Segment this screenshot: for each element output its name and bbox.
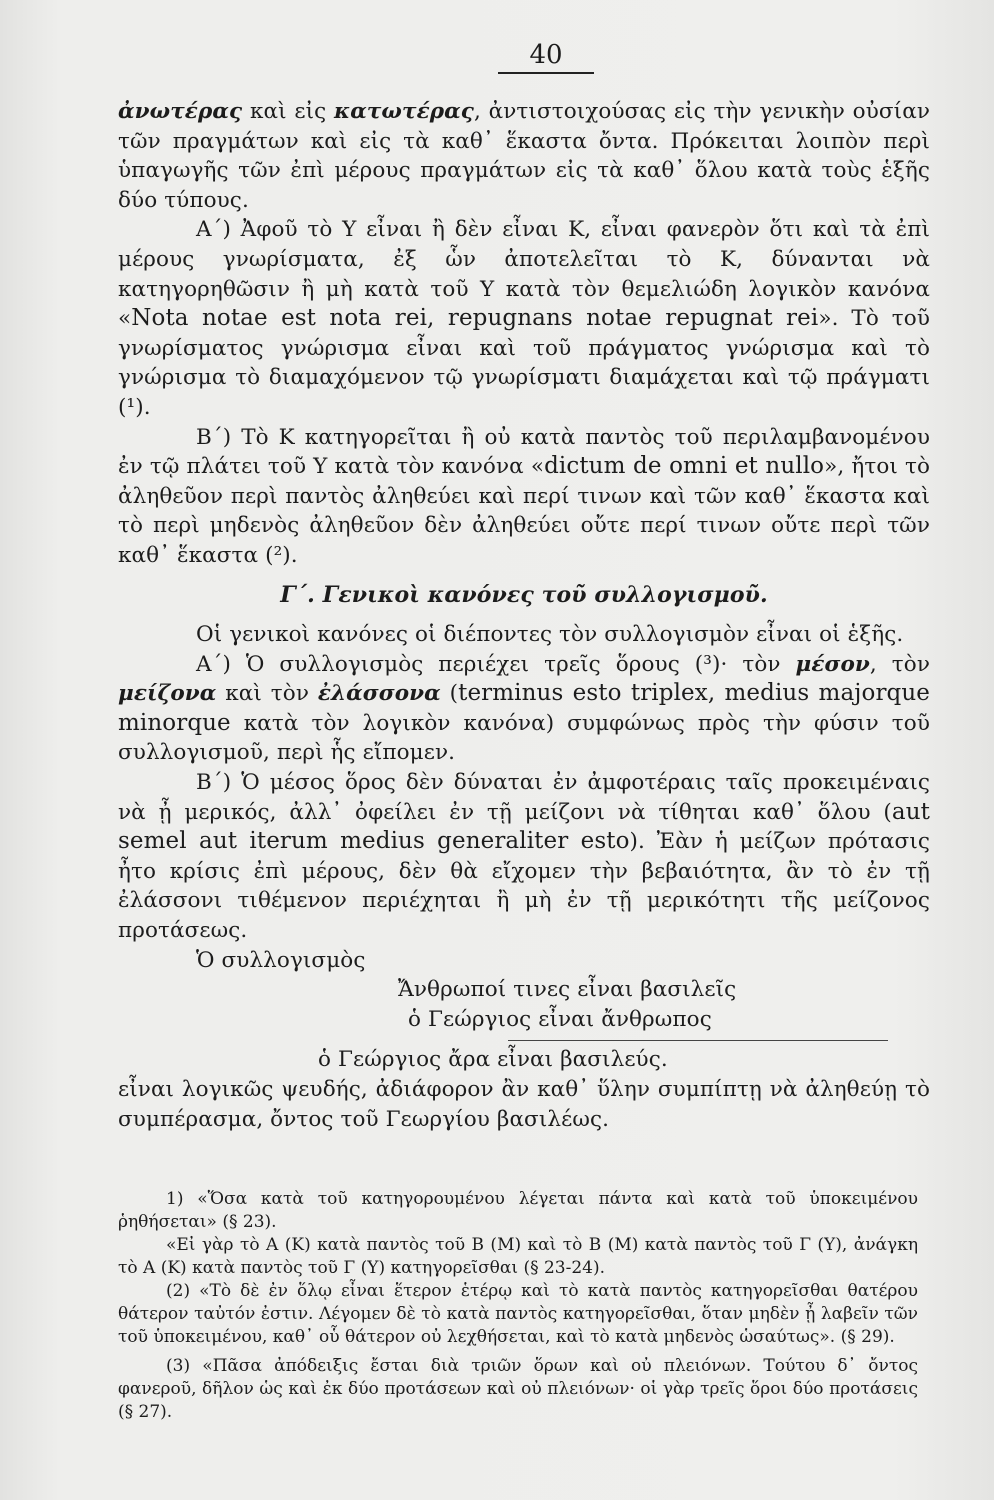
text-run: , ἀντιστοιχούσας εἰς τὴν γενικὴν οὐσίαν τῶν πραγμάτων καὶ εἰς τὰ καθ᾽ ἕκαστα ὄντα. Πρόκειται λοιπὸν περὶ ὑπαγωγῆς τῶν ἐπὶ μέρους πραγμάτων εἰς τὰ καθ᾽ ὅλου κατὰ τοὺς ἑξῆς δύο τύπους. bbox=[118, 99, 930, 213]
latin-quote: dictum de omni et nullo bbox=[544, 453, 825, 480]
text-run: κατὰ τὸν λογικὸν κανόνα) συμφώνως πρὸς τὴν φύσιν τοῦ συλλογισμοῦ, περὶ ἧς εἴπομεν. bbox=[118, 710, 930, 766]
paragraph-general-rule-a bbox=[118, 650, 930, 768]
emphasis-term: ἐλάσσονα bbox=[317, 681, 441, 707]
latin-quote: Nota notae est nota rei, repugnans notae repugnat rei bbox=[131, 305, 819, 332]
syllogism-rule bbox=[508, 1040, 888, 1041]
emphasis-term: μέσον bbox=[795, 651, 870, 677]
section-heading: Γ´. Γενικοὶ κανόνες τοῦ συλλογισμοῦ. bbox=[280, 581, 768, 608]
body-text bbox=[118, 97, 930, 1134]
text-run: καὶ εἰς bbox=[242, 99, 334, 124]
major-premise: Ἄνθρωποί τινες εἶναι βασιλεῖς bbox=[398, 977, 737, 1003]
text-run: Α´) Ἀφοῦ τὸ Υ εἶναι ἢ δὲν εἶναι Κ, εἶναι φανερὸν ὅτι καὶ τὰ ἐπὶ μέρους γνωρίσματα, ἐξ ὧν ἀποτελεῖται τὸ Κ, δύνανται νὰ κατηγορηθῶσιν ἢ μὴ κατὰ τοῦ Υ κατὰ τὸν θεμελιώδη λογικὸν κανόνα « bbox=[118, 217, 930, 332]
conclusion: ὁ Γεώργιος ἄρα εἶναι βασιλεύς. bbox=[318, 1047, 668, 1073]
text-run: Β´) Τὸ Κ κατηγορεῖται ἢ οὐ κατὰ παντὸς τοῦ περιλαμβανομένου ἐν τῷ πλάτει τοῦ Υ κατὰ τὸν κανόνα « bbox=[118, 424, 930, 480]
text-run: καὶ τὸν bbox=[216, 681, 318, 707]
paragraph-conclusion: εἶναι λογικῶς ψευδής, ἀδιάφορον ἂν καθ᾽ ὕλην συμπίπτῃ νὰ ἀληθεύῃ τὸ συμπέρασμα, ὄντος τοῦ Γεωργίου βασιλέως. bbox=[118, 1077, 930, 1132]
emphasis-term: κατωτέρας bbox=[334, 99, 474, 124]
latin-quote: aut semel aut iterum medius generaliter esto bbox=[118, 798, 930, 855]
paragraph-1 bbox=[118, 97, 930, 215]
text-run: ( bbox=[440, 681, 459, 707]
paragraph-rule-b bbox=[118, 423, 930, 571]
emphasis-term: μείζονα bbox=[118, 681, 217, 707]
text-run: , τὸν bbox=[869, 651, 931, 677]
text-run: Β´) Ὁ μέσος ὅρος δὲν δύναται ἐν ἀμφοτέραις ταῖς προκειμέναις νὰ ᾖ μερικός, ἀλλ᾽ ὀφείλει ἐν τῇ μείζονι νὰ τίθηται καθ᾽ ὅλου ( bbox=[118, 770, 930, 825]
syllogism-example bbox=[118, 975, 930, 1075]
text-run: ». Τὸ τοῦ γνωρίσματος γνώρισμα εἶναι καὶ τοῦ πράγματος γνώρισμα καὶ τὸ γνώρισμα τὸ διαμαχόμενον τῷ γνωρίσματι διαμάχεται καὶ τῷ πράγματι (¹). bbox=[118, 306, 930, 420]
footnote-2: (2) «Τὸ δὲ ἐν ὅλῳ εἶναι ἕτερον ἑτέρῳ καὶ τὸ κατὰ παντὸς κατηγορεῖσθαι θατέρου θάτερον ταὐτόν ἐστιν. Λέγομεν δὲ τὸ κατὰ παντὸς κατηγορεῖσθαι, ὅταν μηδὲν ᾖ λαβεῖν τῶν τοῦ ὑποκειμένου, καθ᾽ οὗ θάτερον οὐ λεχθήσεται, καὶ τὸ κατὰ μηδενὸς ὡσαύτως». (§ 29). bbox=[118, 1281, 918, 1347]
footnotes bbox=[118, 1188, 918, 1424]
text-run: ). Ἐὰν ἡ μείζων πρότασις ἦτο κρίσις ἐπὶ μέρους, δὲν θὰ εἴχομεν τὴν βεβαιότητα, ἂν τὸ ἐν τῇ ἐλάσσονι τιθέμενον περιέχηται ἢ μὴ ἐν τῇ μερικότητι τῆς μείζονος προτάσεως. bbox=[118, 829, 930, 944]
minor-premise: ὁ Γεώργιος εἶναι ἄνθρωπος bbox=[408, 1006, 712, 1032]
page-number-rule bbox=[498, 72, 594, 74]
paragraph-intro-rules: Οἱ γενικοὶ κανόνες οἱ διέποντες τὸν συλλογισμὸν εἶναι οἱ ἑξῆς. bbox=[196, 622, 904, 648]
emphasis-term: ἀνωτέρας bbox=[118, 99, 243, 124]
paragraph-rule-a bbox=[118, 215, 930, 422]
latin-quote: terminus esto triplex, medius majorque minorque bbox=[118, 680, 930, 736]
text-run: », ἤτοι τὸ ἀληθεῦον περὶ παντὸς ἀληθεύει καὶ περί τινων καὶ τῶν καθ᾽ ἕκαστα καὶ τὸ περὶ μηδενὸς ἀληθεῦον δὲν ἀληθεύει οὔτε περί τινων οὔτε περὶ τῶν καθ᾽ ἕκαστα (²). bbox=[118, 454, 931, 568]
footnote-1-continued: «Εἰ γὰρ τὸ Α (Κ) κατὰ παντὸς τοῦ Β (Μ) καὶ τὸ Β (Μ) κατὰ παντὸς τοῦ Γ (Υ), ἀνάγκη τὸ Α (Κ) κατὰ παντὸς τοῦ Γ (Υ) κατηγορεῖσθαι (§ 23-24). bbox=[118, 1235, 918, 1278]
paragraph-general-rule-b bbox=[118, 768, 930, 946]
text-run: Α´) Ὁ συλλογισμὸς περιέχει τρεῖς ὅρους (³)· τὸν bbox=[196, 651, 796, 677]
page-number: 40 bbox=[529, 40, 563, 70]
footnote-1: 1) «Ὅσα κατὰ τοῦ κατηγορουμένου λέγεται πάντα καὶ κατὰ τοῦ ὑποκειμένου ῥηθήσεται» (§ 23). bbox=[118, 1189, 918, 1232]
footnote-3: (3) «Πᾶσα ἀπόδειξις ἔσται διὰ τριῶν ὅρων καὶ οὐ πλειόνων. Τούτου δ᾽ ὄντος φανεροῦ, δῆλον ὡς καὶ ἐκ δύο προτάσεων καὶ οὐ πλειόνων· οἱ γὰρ τρεῖς ὅροι δύο προτάσεις (§ 27). bbox=[118, 1356, 918, 1422]
syllogism-intro: Ὁ συλλογισμὸς bbox=[196, 947, 366, 973]
